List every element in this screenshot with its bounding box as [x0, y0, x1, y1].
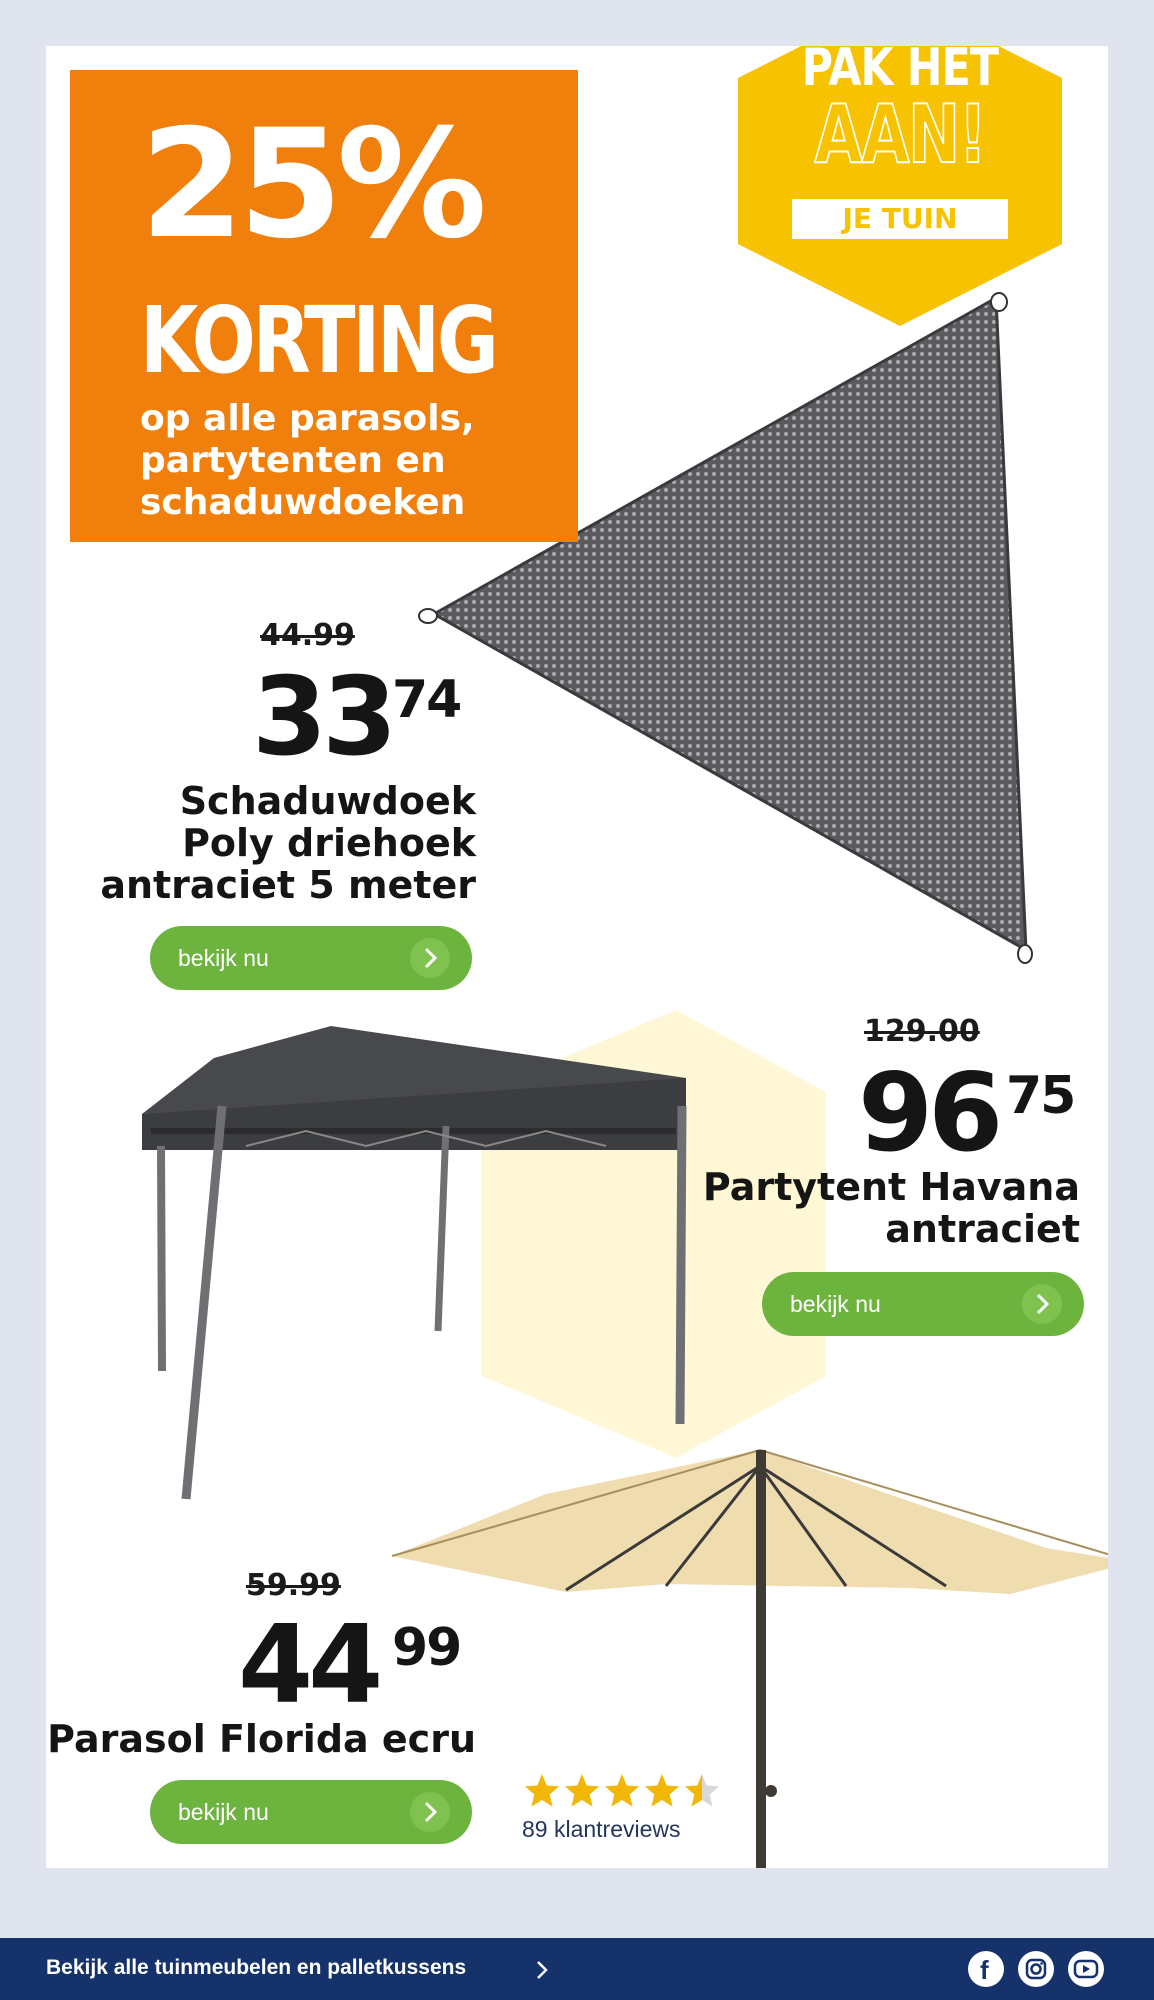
- view-product-button[interactable]: [150, 1780, 472, 1844]
- star-icon: [685, 1774, 719, 1807]
- product-name: Parasol Florida ecru: [47, 1717, 476, 1761]
- badge-subtitle: JE TUIN: [792, 199, 1008, 239]
- campaign-badge: [738, 46, 1062, 326]
- price-integer: 96: [858, 1051, 999, 1176]
- chevron-right-icon: [410, 1792, 450, 1832]
- price-integer: 44: [238, 1603, 379, 1728]
- button-label: bekijk nu: [790, 1291, 881, 1317]
- badge-title-outline: AAN!: [814, 88, 986, 181]
- old-price: 59.99: [246, 1568, 341, 1603]
- star-icon: [645, 1774, 679, 1807]
- instagram-icon[interactable]: [1018, 1951, 1054, 1987]
- price-cents: 74: [392, 670, 461, 730]
- button-label: bekijk nu: [178, 1799, 269, 1825]
- furniture-link[interactable]: Bekijk alle tuinmeubelen en palletkussens: [46, 1956, 467, 1979]
- discount-label: KORTING: [140, 287, 496, 394]
- discount-banner: [70, 70, 578, 542]
- promo-card: [46, 46, 1108, 1868]
- product-name: Schaduwdoek Poly driehoek antraciet 5 meter: [100, 779, 476, 907]
- badge-title: PAK HET: [801, 46, 999, 98]
- price-cents: 75: [1006, 1066, 1075, 1126]
- youtube-icon[interactable]: [1068, 1951, 1104, 1987]
- star-icon: [605, 1774, 639, 1807]
- discount-percent: 25%: [140, 98, 482, 272]
- chevron-right-icon[interactable]: [532, 1958, 552, 1982]
- facebook-icon[interactable]: [968, 1951, 1004, 1987]
- product-name: Partytent Havana antraciet: [702, 1165, 1080, 1251]
- price-cents: 99: [392, 1618, 461, 1678]
- price-integer: 33: [252, 655, 393, 780]
- footer-bar: [0, 1938, 1154, 2000]
- old-price: 44.99: [260, 618, 355, 653]
- view-product-button[interactable]: [150, 926, 472, 990]
- star-icon: [565, 1774, 599, 1807]
- star-icon: [525, 1774, 559, 1807]
- chevron-right-icon: [410, 938, 450, 978]
- rating-stars: [524, 1772, 724, 1812]
- discount-subtitle: op alle parasols, partytenten en schaduwdoeken: [140, 398, 475, 523]
- review-count-link[interactable]: 89 klantreviews: [522, 1816, 681, 1842]
- old-price: 129.00: [864, 1014, 980, 1049]
- button-label: bekijk nu: [178, 945, 269, 971]
- view-product-button[interactable]: [762, 1272, 1084, 1336]
- chevron-right-icon: [1022, 1284, 1062, 1324]
- svg-text:f: f: [980, 1955, 989, 1985]
